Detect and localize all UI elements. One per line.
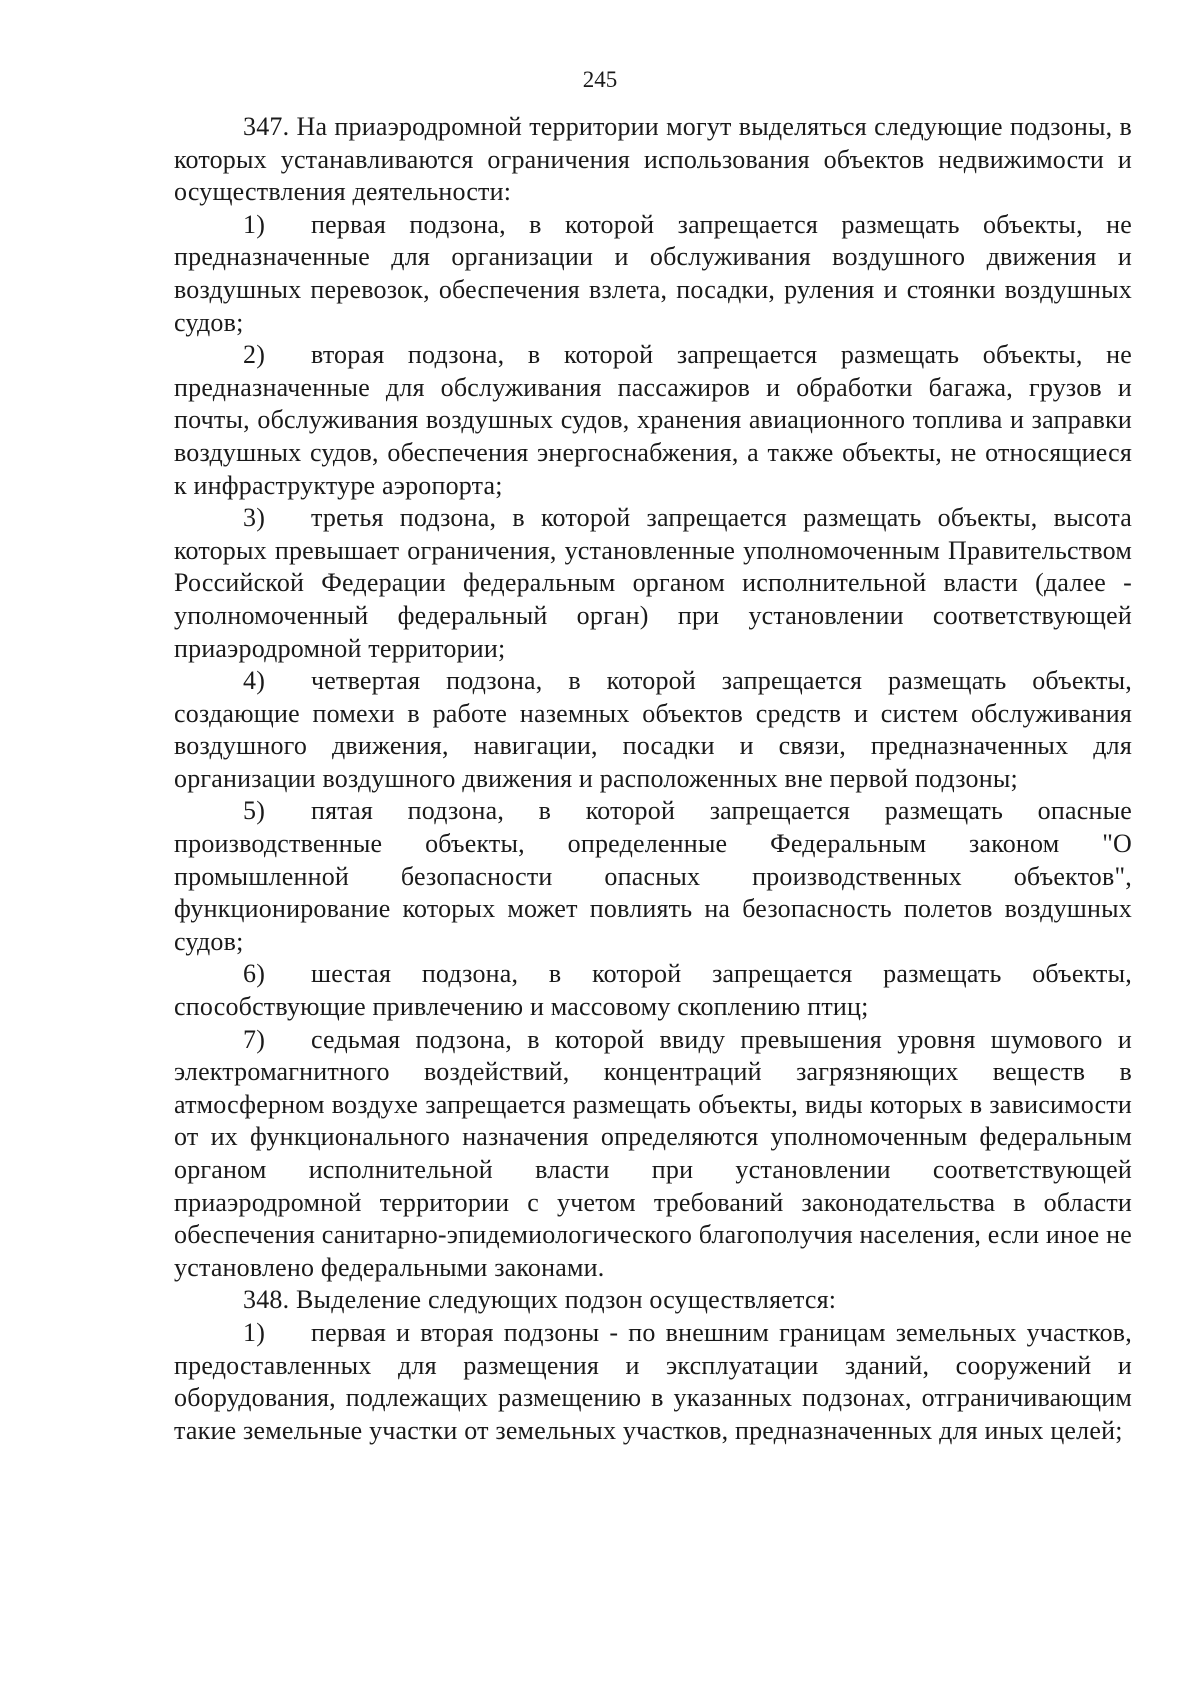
list-item-text: первая и вторая подзоны - по внешним границам земельных участков, предоставленных для размещения и эксплуатации зданий, сооружений и оборудования, подлежащих размещению в указанных подзонах, отграничивающим такие земельные участки от земельных участков, предназначенных для иных целей;: [174, 1317, 1132, 1445]
list-item-347-4: [174, 665, 1132, 795]
list-item-number: 1): [243, 1317, 266, 1347]
list-item-number: 3): [243, 503, 266, 533]
list-item-347-7: [174, 1024, 1132, 1285]
list-item-number: 1): [243, 209, 266, 239]
list-item-number: 2): [243, 340, 266, 370]
page-number: 245: [582, 67, 618, 92]
paragraph-347: 347. На приаэродромной территории могут выделяться следующие подзоны, в которых устанавливаются ограничения использования объектов недвижимости и осуществления деятельности:: [174, 112, 1132, 207]
list-item-347-1: [174, 209, 1132, 339]
list-item-text: вторая подзона, в которой запрещается размещать объекты, не предназначенные для обслуживания пассажиров и обработки багажа, грузов и почты, обслуживания воздушных судов, хранения авиационного топлива и заправки воздушных судов, обеспечения энергоснабжения, а также объекты, не относящиеся к инфраструктуре аэропорта;: [174, 340, 1132, 500]
list-item-text: четвертая подзона, в которой запрещается размещать объекты, создающие помехи в работе наземных объектов средств и систем обслуживания воздушного движения, навигации, посадки и связи, предназначенных для организации воздушного движения и расположенных вне первой подзоны;: [174, 666, 1132, 793]
list-item-number: 5): [243, 796, 266, 826]
list-item-347-5: [174, 795, 1132, 958]
list-item-347-6: [174, 958, 1132, 1023]
paragraph-348: 348. Выделение следующих подзон осуществляется:: [243, 1285, 837, 1315]
list-item-347-2: [174, 339, 1132, 502]
list-item-number: 6): [243, 959, 266, 989]
list-item-text: первая подзона, в которой запрещается размещать объекты, не предназначенные для организации и обслуживания воздушного движения и воздушных перевозок, обеспечения взлета, посадки, руления и стоянки воздушных судов;: [174, 209, 1132, 337]
list-item-text: шестая подзона, в которой запрещается размещать объекты, способствующие привлечению и массовому скоплению птиц;: [174, 959, 1132, 1022]
list-item-text: седьмая подзона, в которой ввиду превышения уровня шумового и электромагнитного воздействий, концентраций загрязняющих веществ в атмосферном воздухе запрещается размещать объекты, виды которых в зависимости от их функционального назначения определяются уполномоченным федеральным органом исполнительной власти при установлении соответствующей приаэродромной территории с учетом требований законодательства в области обеспечения санитарно-эпидемиологического благополучия населения, если иное не установлено федеральными законами.: [174, 1024, 1132, 1282]
list-item-number: 7): [243, 1024, 266, 1054]
list-item-347-3: [174, 502, 1132, 665]
list-item-text: пятая подзона, в которой запрещается размещать опасные производственные объекты, определенные Федеральным законом "О промышленной безопасности опасных производственных объектов", функционирование которых может повлиять на безопасность полетов воздушных судов;: [174, 796, 1132, 956]
document-body: [174, 111, 1132, 1447]
list-item-348-1: [174, 1317, 1132, 1447]
list-item-text: третья подзона, в которой запрещается размещать объекты, высота которых превышает ограничения, установленные уполномоченным Правительством Российской Федерации федеральным органом исполнительной власти (далее - уполномоченный федеральный орган) при установлении соответствующей приаэродромной территории;: [174, 503, 1132, 663]
list-item-number: 4): [243, 666, 266, 696]
